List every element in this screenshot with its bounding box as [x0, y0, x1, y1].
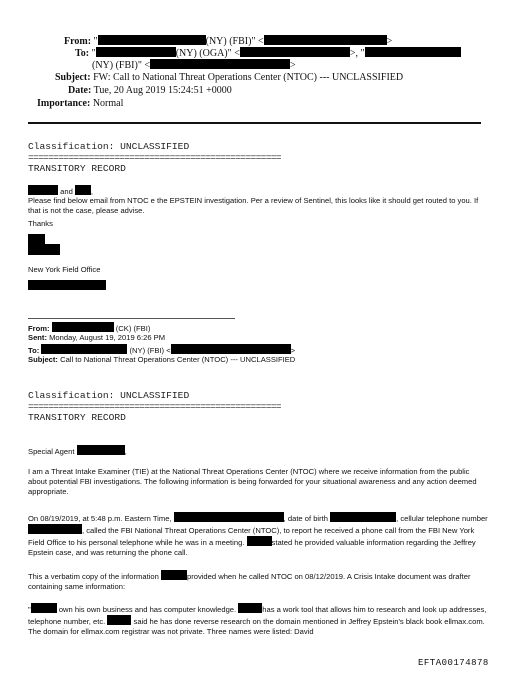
p2-part-b: , date of birth: [283, 514, 328, 523]
to-open-quote: ": [91, 48, 96, 59]
office-redaction: [28, 276, 106, 294]
header-subject-row: [55, 72, 403, 84]
fwd-sent-row: [28, 333, 165, 343]
forward-divider: [28, 318, 235, 319]
fwd-subject-label: Subject:: [28, 355, 58, 364]
fwd-subject-value: Call to National Threat Operations Center (NTOC) --- UNCLASSIFIED: [60, 355, 296, 364]
redaction: [28, 280, 106, 290]
p4-part-a: ": [28, 605, 31, 614]
p2-part-d: , called the FBI National Threat Operations Center (NTOC), to report he received a phone call from the FBI New York Field Office to his personal telephone while he was in a meeting.: [28, 526, 475, 547]
redaction: [150, 59, 290, 69]
redaction: [75, 185, 94, 196]
redaction: [28, 244, 60, 255]
redaction: [28, 524, 82, 534]
redaction: [161, 570, 187, 580]
fwd-from-label: From:: [28, 324, 50, 333]
fwd-to-label: To:: [28, 346, 40, 355]
redaction: [174, 512, 284, 522]
signature-redaction-2: [28, 241, 60, 259]
from-close: >: [386, 36, 393, 47]
classification-line: Classification: UNCLASSIFIED: [28, 141, 190, 152]
from-open-quote: ": [93, 36, 98, 47]
salutation-text: Special Agent: [28, 447, 75, 456]
date-label: Date:: [68, 85, 92, 96]
redaction: [98, 35, 206, 45]
to-line2-office: (NY) (FBI)" <: [92, 60, 151, 71]
p2-part-c: , cellular telephone number: [396, 514, 488, 523]
importance-label: Importance:: [37, 98, 91, 109]
separator-line-2: ==================================================: [28, 401, 281, 412]
transitory-record: TRANSITORY RECORD: [28, 163, 126, 174]
date-value: Tue, 20 Aug 2019 15:24:51 +0000: [93, 85, 232, 96]
p4-part-b: own his own business and has computer knowledge.: [58, 605, 237, 614]
p3-part-b: provided when he called NTOC on 08/12/2019. A Crisis Intake document was drafter containing same information:: [28, 572, 471, 591]
header-importance-row: [37, 98, 123, 110]
header-to-row-2: [92, 59, 296, 72]
header-divider: [28, 122, 481, 124]
fwd-sent-value: Monday, August 19, 2019 6:26 PM: [49, 333, 166, 342]
from-label: From:: [64, 36, 92, 47]
redaction: [330, 512, 396, 522]
classification-line-2: Classification: UNCLASSIFIED: [28, 390, 190, 401]
intro-paragraph: I am a Threat Intake Examiner (TIE) at the National Threat Operations Center (NTOC) where we receive information from the public about potential FBI investigations. The following information is being forwarded for your situational awareness and any action deemed appropriate.: [28, 467, 477, 496]
p4-part-c: has a work tool that allows him to research and look up addresses, telephone number, etc.: [28, 605, 487, 626]
fwd-from-office: (CK) (FBI): [115, 324, 151, 333]
redaction: [238, 603, 262, 613]
to-separator: >, ": [349, 48, 365, 59]
p3-part-a: This a verbatim copy of the information: [28, 572, 159, 581]
document-id: EFTA00174878: [418, 658, 489, 668]
greeting-and: and: [60, 187, 73, 196]
to-office: (NY) (OGA)" <: [175, 48, 240, 59]
fwd-to-office: (NY) (FBI) <: [129, 346, 171, 355]
redaction: [247, 536, 272, 546]
redaction: [365, 47, 461, 57]
transitory-record-2: TRANSITORY RECORD: [28, 412, 126, 423]
salutation-comma: ,: [124, 447, 127, 456]
to-line2-close: >: [290, 60, 296, 71]
redaction: [41, 344, 127, 354]
call-report-paragraph: [28, 512, 490, 558]
redaction: [96, 47, 176, 57]
separator-line: ==================================================: [28, 152, 281, 163]
p4-part-d: said he has done reverse research on the domain mentioned in Jeffrey Epstein's black book ellmax.com. The domain for ellmax.com registrar was not private. Three names were listed: David: [28, 617, 485, 636]
salutation-line: [28, 445, 127, 457]
from-office: (NY) (FBI)" <: [205, 36, 264, 47]
to-label: To:: [75, 48, 90, 59]
redaction: [77, 445, 125, 455]
redaction: [28, 185, 58, 195]
importance-value: Normal: [92, 98, 124, 109]
subject-label: Subject:: [55, 72, 91, 83]
greeting-comma: ,: [90, 187, 94, 196]
redaction: [264, 35, 387, 45]
redaction: [240, 47, 350, 57]
p2-part-a: On 08/19/2019, at 5:48 p.m. Eastern Time,: [28, 514, 172, 523]
header-date-row: [68, 85, 232, 97]
forward-note-paragraph: Please find below email from NTOC e the EPSTEIN investigation. Per a review of Sentinel, this looks like it should get routed to you. If that is not the case, please advise.: [28, 196, 479, 215]
redaction: [52, 322, 114, 332]
redaction: [31, 603, 57, 613]
thanks-text: Thanks: [28, 219, 53, 228]
office-name: New York Field Office: [28, 265, 101, 274]
fwd-subject-row: [28, 355, 295, 365]
statement-paragraph: [28, 603, 490, 637]
redaction: [171, 344, 291, 354]
p2-part-e: stated he provided valuable information regarding the Jeffrey Epstein case, and was returning the phone call.: [28, 538, 476, 557]
fwd-to-close: >: [290, 346, 296, 355]
redaction: [107, 615, 131, 625]
fwd-sent-label: Sent:: [28, 333, 47, 342]
subject-value: FW: Call to National Threat Operations Center (NTOC) --- UNCLASSIFIED: [93, 72, 404, 83]
verbatim-paragraph: [28, 570, 490, 592]
